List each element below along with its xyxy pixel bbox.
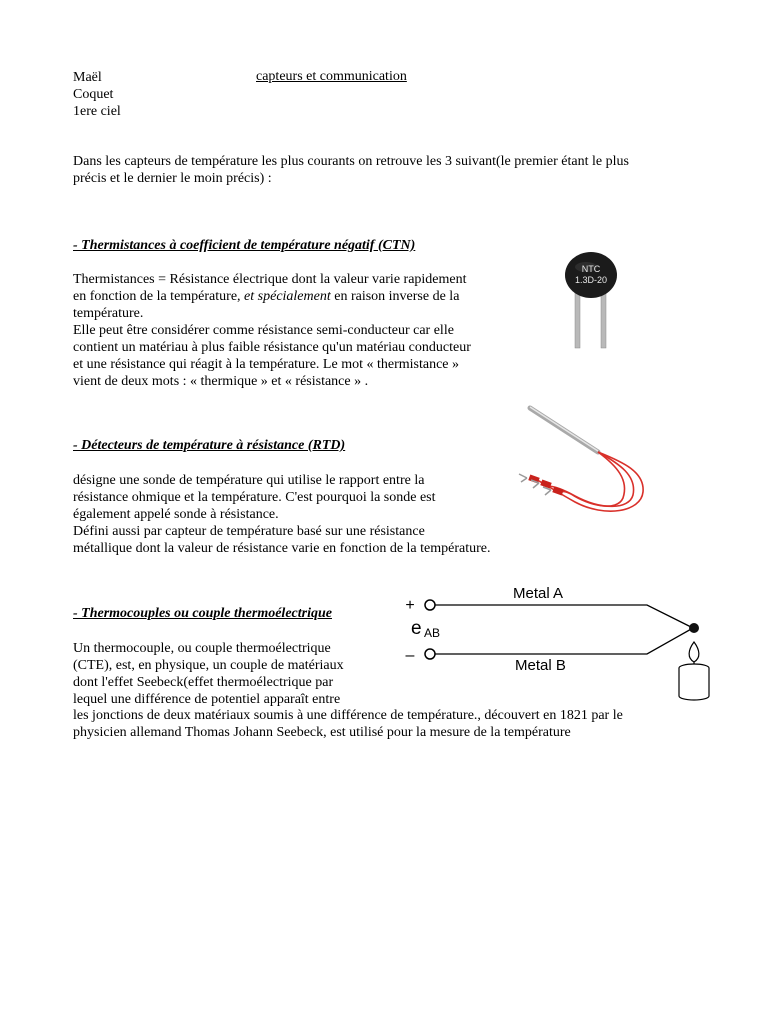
thermocouple-heading: - Thermocouples ou couple thermoélectrique	[73, 606, 332, 621]
plus-terminal	[425, 600, 435, 610]
author-class: 1ere ciel	[73, 104, 121, 119]
plus-terminal-label: +	[405, 597, 415, 614]
junction	[689, 623, 699, 633]
rtd-heading: - Détecteurs de température à résistance (RTD)	[73, 438, 346, 453]
rtd-paragraph-line: résistance ohmique et la température. C'est pourquoi la sonde est	[73, 490, 436, 505]
rtd-paragraph-line: désigne une sonde de température qui utilise le rapport entre la	[73, 473, 425, 488]
minus-terminal	[425, 649, 435, 659]
document-title: capteurs et communication	[256, 69, 407, 84]
thermocouple-diagram	[395, 580, 715, 705]
ntc-value-label: 1.3D-20	[574, 275, 608, 285]
rtd-probe-image	[505, 400, 650, 525]
rtd-paragraph-line: Défini aussi par capteur de température basé sur une résistance	[73, 524, 425, 539]
metal-a-wire	[435, 605, 693, 628]
ctn-paragraph-line: température.	[73, 306, 144, 321]
thermocouple-paragraph-line: (CTE), est, en physique, un couple de matériaux	[73, 658, 344, 673]
minus-terminal-label: –	[405, 647, 415, 664]
rtd-paragraph-line: métallique dont la valeur de résistance varie en fonction de la température.	[73, 541, 491, 556]
thermocouple-paragraph-line: lequel une différence de potentiel apparaît entre	[73, 692, 341, 707]
thermocouple-paragraph-line: physicien allemand Thomas Johann Seebeck, est utilisé pour la mesure de la température	[73, 725, 571, 740]
ctn-paragraph-line: en fonction de la température, et spécialement en raison inverse de la	[73, 289, 460, 304]
ntc-label: NTC	[581, 264, 601, 274]
eab-label: e	[411, 618, 422, 639]
ctn-heading: - Thermistances à coefficient de température négatif (CTN)	[73, 238, 416, 253]
thermocouple-paragraph-line: dont l'effet Seebeck(effet thermoélectrique par	[73, 675, 334, 690]
thermocouple-paragraph-line: les jonctions de deux matériaux soumis à une différence de température., découvert en 1821 par le	[73, 708, 623, 723]
author-last-name: Coquet	[73, 87, 114, 102]
candle-icon	[679, 642, 709, 700]
ctn-paragraph-line: contient un matériau à plus faible résistance qu'un matériau conducteur	[73, 340, 471, 355]
metal-b-wire	[435, 628, 693, 654]
intro-line: Dans les capteurs de température les plus courants on retrouve les 3 suivant(le premier étant le plus	[73, 154, 629, 169]
ctn-paragraph-line: et une résistance qui réagit à la température. Le mot « thermistance »	[73, 357, 460, 372]
ctn-paragraph-line: Elle peut être considérer comme résistance semi-conducteur car elle	[73, 323, 454, 338]
ntc-thermistor-image	[558, 250, 630, 352]
eab-subscript: AB	[424, 626, 441, 640]
ctn-paragraph-line: Thermistances = Résistance électrique dont la valeur varie rapidement	[73, 272, 467, 287]
metal-a-label: Metal A	[513, 585, 564, 602]
ctn-paragraph-line: vient de deux mots : « thermique » et « résistance » .	[73, 374, 369, 389]
author-first-name: Maël	[73, 70, 102, 85]
rtd-paragraph-line: également appelé sonde à résistance.	[73, 507, 279, 522]
intro-line: précis et le dernier le moin précis) :	[73, 171, 272, 186]
metal-b-label: Metal B	[515, 657, 566, 674]
thermocouple-paragraph-line: Un thermocouple, ou couple thermoélectrique	[73, 641, 331, 656]
